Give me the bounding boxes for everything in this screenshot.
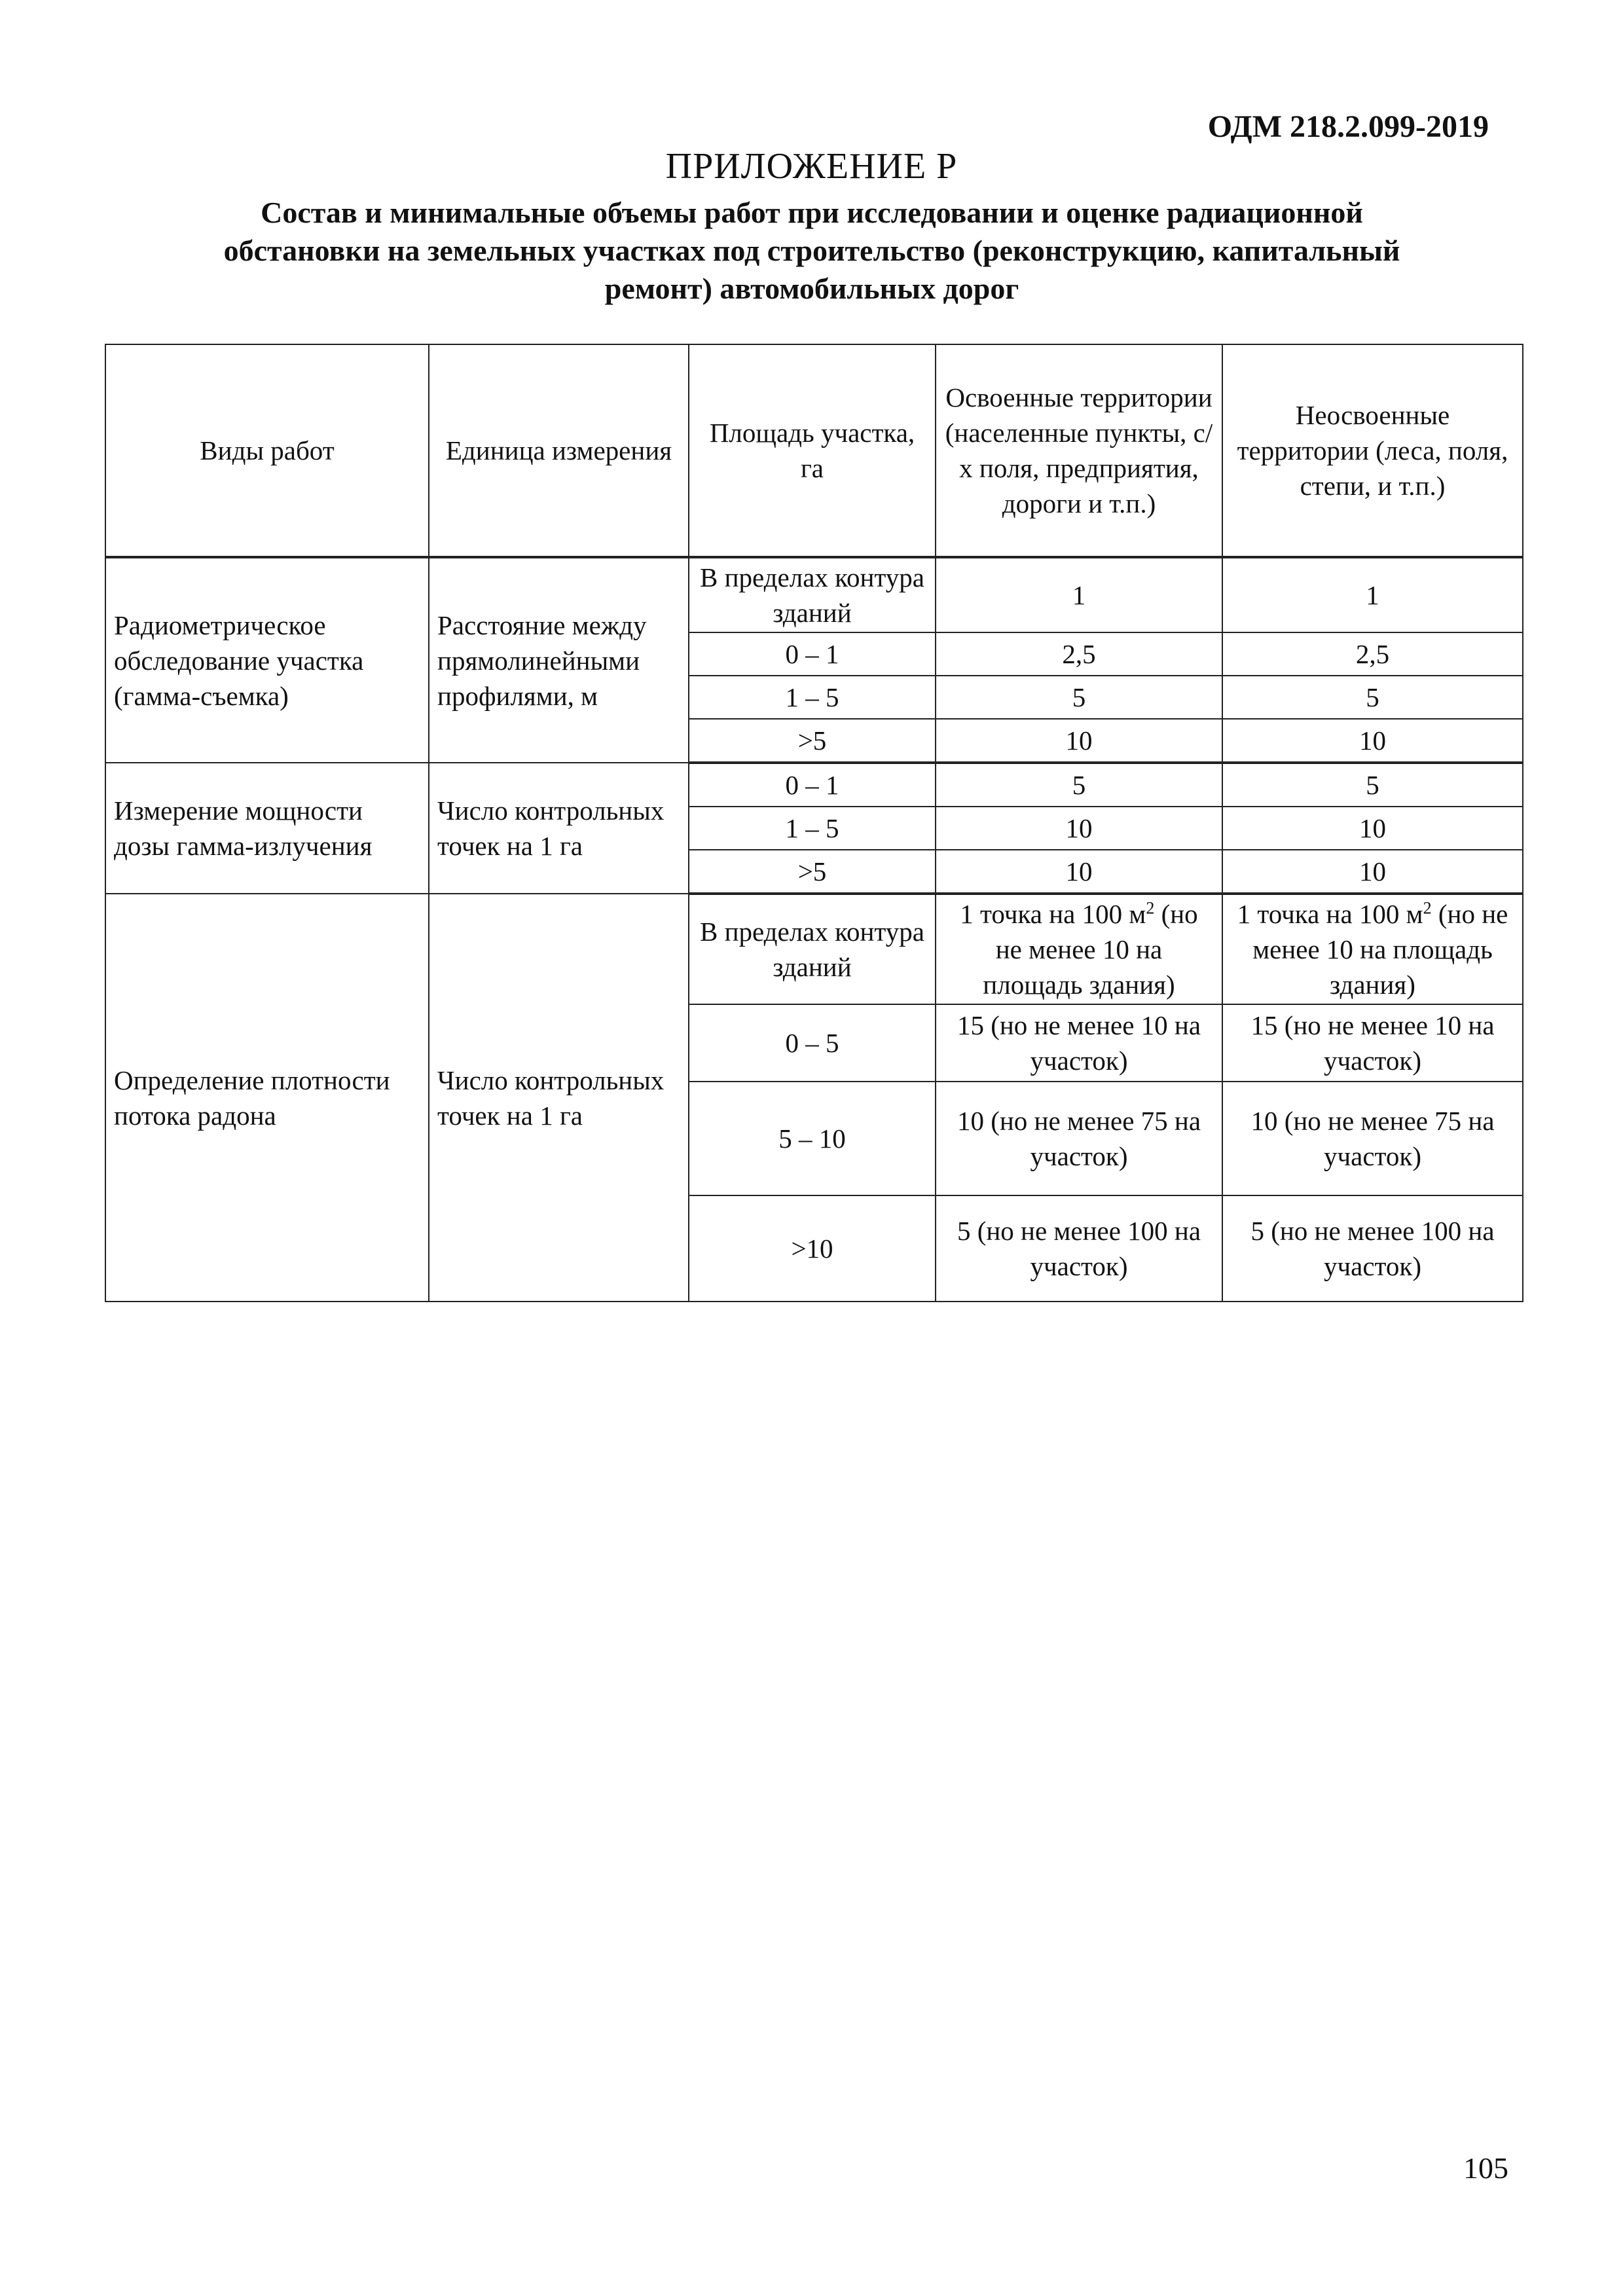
table-row [105, 763, 1523, 807]
undeveloped-cell: 5 [1222, 763, 1523, 807]
superscript: 2 [1423, 898, 1432, 918]
undeveloped-cell: 10 (но не менее 75 на участок) [1222, 1082, 1523, 1195]
undeveloped-cell: 2,5 [1222, 632, 1523, 676]
area-cell: 1 – 5 [689, 676, 936, 719]
area-cell: 5 – 10 [689, 1082, 936, 1195]
title-line: Состав и минимальные объемы работ при исследовании и оценке радиационной [261, 196, 1363, 229]
title-line: ремонт) автомобильных дорог [604, 272, 1019, 305]
document-title [151, 194, 1473, 308]
area-cell: В пределах контура зданий [689, 894, 936, 1004]
document-code: ОДМ 218.2.099-2019 [1207, 109, 1489, 144]
area-cell: 1 – 5 [689, 807, 936, 850]
undeveloped-cell [1222, 894, 1523, 1004]
unit-cell: Расстояние между прямолинейными профилями, м [429, 557, 689, 763]
developed-cell: 10 (но не менее 75 на участок) [936, 1082, 1222, 1195]
area-cell: 0 – 5 [689, 1004, 936, 1082]
undeveloped-cell: 10 [1222, 850, 1523, 894]
developed-cell: 1 [936, 557, 1222, 632]
area-cell: В пределах контура зданий [689, 557, 936, 632]
header-undeveloped: Неосвоенные территории (леса, поля, степи, и т.п.) [1222, 344, 1523, 557]
table-row [105, 894, 1523, 1004]
developed-cell: 10 [936, 719, 1222, 763]
undeveloped-cell: 10 [1222, 807, 1523, 850]
unit-cell: Число контрольных точек на 1 га [429, 763, 689, 894]
work-volume-table [105, 344, 1523, 1302]
page-number: 105 [1463, 2151, 1508, 2185]
developed-cell [936, 894, 1222, 1004]
header-developed: Освоенные территории (населенные пункты, с/х поля, предприятия, дороги и т.п.) [936, 344, 1222, 557]
undeveloped-cell: 15 (но не менее 10 на участок) [1222, 1004, 1523, 1082]
header-area: Площадь участка, га [689, 344, 936, 557]
undeveloped-cell: 5 [1222, 676, 1523, 719]
work-type-cell: Измерение мощности дозы гамма-излучения [105, 763, 429, 894]
header-unit: Единица измерения [429, 344, 689, 557]
undeveloped-cell: 10 [1222, 719, 1523, 763]
area-cell: 0 – 1 [689, 632, 936, 676]
header-work-type: Виды работ [105, 344, 429, 557]
area-cell: >10 [689, 1195, 936, 1302]
work-type-cell: Определение плотности потока радона [105, 894, 429, 1302]
superscript: 2 [1146, 898, 1155, 918]
developed-cell: 10 [936, 850, 1222, 894]
developed-cell: 5 (но не менее 100 на участок) [936, 1195, 1222, 1302]
developed-text: 1 точка на 100 м [960, 899, 1146, 929]
developed-text: (но не менее 10 на площадь здания) [983, 899, 1198, 1000]
unit-cell: Число контрольных точек на 1 га [429, 894, 689, 1302]
undeveloped-cell: 5 (но не менее 100 на участок) [1222, 1195, 1523, 1302]
undeveloped-text: (но не менее 10 на площадь здания) [1252, 899, 1508, 1000]
area-cell: >5 [689, 850, 936, 894]
developed-cell: 15 (но не менее 10 на участок) [936, 1004, 1222, 1082]
table-row [105, 557, 1523, 632]
developed-cell: 5 [936, 763, 1222, 807]
appendix-title: ПРИЛОЖЕНИЕ Р [665, 146, 958, 187]
developed-cell: 2,5 [936, 632, 1222, 676]
title-line: обстановки на земельных участках под строительство (реконструкцию, капитальный [223, 234, 1400, 267]
area-cell: 0 – 1 [689, 763, 936, 807]
developed-cell: 10 [936, 807, 1222, 850]
undeveloped-cell: 1 [1222, 557, 1523, 632]
table-header-row [105, 344, 1523, 557]
undeveloped-text: 1 точка на 100 м [1237, 899, 1423, 929]
area-cell: >5 [689, 719, 936, 763]
developed-cell: 5 [936, 676, 1222, 719]
work-type-cell: Радиометрическое обследование участка (гамма-съемка) [105, 557, 429, 763]
